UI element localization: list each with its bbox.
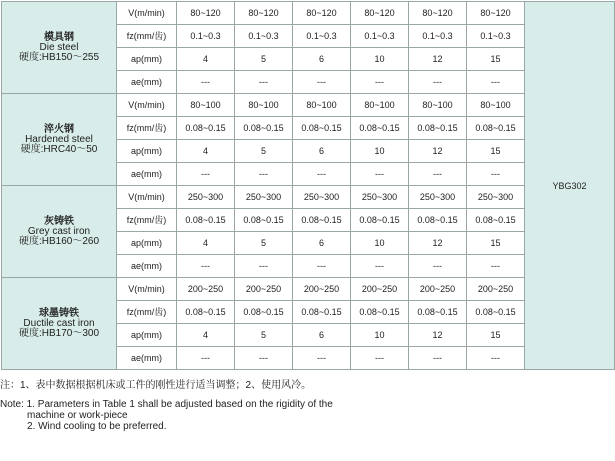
parameter-value: 80~120 xyxy=(467,2,525,25)
parameter-value: 250~300 xyxy=(177,186,235,209)
material-name-cn: 球墨铸铁 xyxy=(39,307,79,319)
material-hardness: 硬度:HB170～300 xyxy=(18,327,100,339)
parameter-value: 200~250 xyxy=(293,278,351,301)
material-name-en: Die steel xyxy=(39,41,79,53)
parameter-value: 80~100 xyxy=(351,94,409,117)
parameter-value: --- xyxy=(467,347,525,370)
parameter-value: 0.08~0.15 xyxy=(351,301,409,324)
parameter-value: 6 xyxy=(293,232,351,255)
parameter-value: --- xyxy=(177,347,235,370)
material-name-cn: 淬火钢 xyxy=(44,123,74,135)
parameter-label: ae(mm) xyxy=(117,71,177,94)
parameter-value: 200~250 xyxy=(177,278,235,301)
parameter-value: 0.1~0.3 xyxy=(293,25,351,48)
note-chinese: 注：1、表中数据根据机床或工件的刚性进行适当调整；2、使用风冷。 xyxy=(0,380,312,391)
parameter-label: ap(mm) xyxy=(117,48,177,71)
parameter-label: ae(mm) xyxy=(117,255,177,278)
note-english xyxy=(0,399,615,432)
parameter-value: 0.08~0.15 xyxy=(177,301,235,324)
parameter-label: V(m/min) xyxy=(117,94,177,117)
parameter-value: 0.08~0.15 xyxy=(293,209,351,232)
material-cell xyxy=(2,94,117,186)
parameter-value: --- xyxy=(177,163,235,186)
parameter-value: --- xyxy=(293,163,351,186)
material-cell xyxy=(2,186,117,278)
parameter-value: --- xyxy=(235,71,293,94)
parameter-value: 0.08~0.15 xyxy=(235,301,293,324)
parameter-value: 250~300 xyxy=(235,186,293,209)
parameter-value: 0.08~0.15 xyxy=(467,209,525,232)
parameter-value: 200~250 xyxy=(409,278,467,301)
parameter-value: 15 xyxy=(467,140,525,163)
grade-cell xyxy=(525,2,615,370)
parameter-value: --- xyxy=(293,71,351,94)
parameter-value: 80~120 xyxy=(351,2,409,25)
parameter-value: --- xyxy=(467,255,525,278)
table-row xyxy=(2,2,615,25)
parameter-value: 6 xyxy=(293,140,351,163)
parameter-value: 0.1~0.3 xyxy=(177,25,235,48)
parameter-value: 0.08~0.15 xyxy=(293,301,351,324)
parameter-label: V(m/min) xyxy=(117,278,177,301)
parameter-label: fz(mm/齿) xyxy=(117,209,177,232)
parameter-value: 5 xyxy=(235,324,293,347)
parameter-value: 12 xyxy=(409,48,467,71)
parameter-value: 10 xyxy=(351,324,409,347)
parameter-value: 80~100 xyxy=(409,94,467,117)
parameter-value: 15 xyxy=(467,324,525,347)
note-english-line-3: 2. Wind cooling to be preferred. xyxy=(27,421,167,432)
parameter-value: --- xyxy=(467,71,525,94)
parameter-value: 80~100 xyxy=(235,94,293,117)
parameter-value: 10 xyxy=(351,48,409,71)
grade-label: YBG302 xyxy=(552,180,587,191)
parameter-value: 10 xyxy=(351,232,409,255)
note-english-line-1: Note: 1. Parameters in Table 1 shall be adjusted based on the rigidity of the xyxy=(0,399,333,410)
parameter-value: --- xyxy=(351,163,409,186)
parameter-value: 5 xyxy=(235,48,293,71)
parameter-label: V(m/min) xyxy=(117,2,177,25)
parameter-value: 0.08~0.15 xyxy=(409,301,467,324)
parameter-value: 0.1~0.3 xyxy=(351,25,409,48)
material-name-en: Ductile cast iron xyxy=(23,317,95,329)
parameter-value: 0.08~0.15 xyxy=(177,117,235,140)
parameter-label: fz(mm/齿) xyxy=(117,25,177,48)
parameter-value: --- xyxy=(409,255,467,278)
parameter-label: fz(mm/齿) xyxy=(117,117,177,140)
parameter-value: 80~120 xyxy=(177,2,235,25)
material-hardness: 硬度:HB150～255 xyxy=(18,51,100,63)
parameter-value: 0.08~0.15 xyxy=(235,117,293,140)
material-cell xyxy=(2,278,117,370)
parameter-label: ap(mm) xyxy=(117,324,177,347)
material-hardness: 硬度:HRC40～50 xyxy=(20,143,98,155)
note-english-line-2: machine or work-piece xyxy=(27,410,128,421)
parameter-value: 0.08~0.15 xyxy=(235,209,293,232)
parameter-value: 4 xyxy=(177,140,235,163)
parameter-value: 200~250 xyxy=(235,278,293,301)
parameter-value: --- xyxy=(351,347,409,370)
parameter-value: 12 xyxy=(409,140,467,163)
parameter-value: 200~250 xyxy=(467,278,525,301)
parameter-value: 0.08~0.15 xyxy=(177,209,235,232)
parameter-value: --- xyxy=(293,347,351,370)
parameter-value: 80~100 xyxy=(177,94,235,117)
table-row xyxy=(2,186,615,209)
parameter-value: 15 xyxy=(467,48,525,71)
parameter-value: 80~120 xyxy=(235,2,293,25)
parameter-value: 5 xyxy=(235,140,293,163)
table-body xyxy=(2,2,615,370)
parameter-value: --- xyxy=(409,71,467,94)
material-hardness: 硬度:HB160～260 xyxy=(18,235,100,247)
parameter-value: 80~100 xyxy=(293,94,351,117)
table-row xyxy=(2,278,615,301)
parameter-value: --- xyxy=(351,71,409,94)
parameter-label: ap(mm) xyxy=(117,140,177,163)
parameter-value: 250~300 xyxy=(467,186,525,209)
parameter-value: 12 xyxy=(409,232,467,255)
parameter-value: 0.08~0.15 xyxy=(467,117,525,140)
parameter-value: 0.1~0.3 xyxy=(467,25,525,48)
parameter-value: 4 xyxy=(177,324,235,347)
parameter-value: --- xyxy=(409,163,467,186)
parameter-value: --- xyxy=(235,347,293,370)
parameter-value: 10 xyxy=(351,140,409,163)
parameter-value: --- xyxy=(235,255,293,278)
parameter-value: 4 xyxy=(177,48,235,71)
material-name-en: Grey cast iron xyxy=(27,225,91,237)
parameter-value: 200~250 xyxy=(351,278,409,301)
parameter-value: 6 xyxy=(293,48,351,71)
table-row xyxy=(2,94,615,117)
parameter-label: fz(mm/齿) xyxy=(117,301,177,324)
parameter-value: 250~300 xyxy=(351,186,409,209)
parameter-label: ae(mm) xyxy=(117,163,177,186)
parameter-label: ae(mm) xyxy=(117,347,177,370)
parameter-value: 0.08~0.15 xyxy=(467,301,525,324)
parameter-value: 0.08~0.15 xyxy=(351,209,409,232)
parameter-value: --- xyxy=(177,71,235,94)
parameter-value: 0.08~0.15 xyxy=(351,117,409,140)
parameter-label: ap(mm) xyxy=(117,232,177,255)
parameter-label: V(m/min) xyxy=(117,186,177,209)
parameter-value: 80~100 xyxy=(467,94,525,117)
parameter-value: 0.08~0.15 xyxy=(409,209,467,232)
parameter-value: 0.08~0.15 xyxy=(409,117,467,140)
parameter-value: --- xyxy=(351,255,409,278)
material-name-cn: 灰铸铁 xyxy=(44,215,74,227)
parameter-value: 80~120 xyxy=(293,2,351,25)
parameter-value: 6 xyxy=(293,324,351,347)
cutting-parameters-table xyxy=(1,1,615,370)
parameter-value: 15 xyxy=(467,232,525,255)
parameter-value: 0.1~0.3 xyxy=(235,25,293,48)
parameter-value: 250~300 xyxy=(409,186,467,209)
parameter-value: --- xyxy=(293,255,351,278)
parameter-value: 0.1~0.3 xyxy=(409,25,467,48)
parameter-value: 250~300 xyxy=(293,186,351,209)
parameter-value: --- xyxy=(409,347,467,370)
parameter-value: --- xyxy=(177,255,235,278)
material-name-cn: 模具钢 xyxy=(44,31,74,43)
parameter-value: --- xyxy=(235,163,293,186)
parameter-value: 5 xyxy=(235,232,293,255)
parameter-value: 80~120 xyxy=(409,2,467,25)
parameter-value: 12 xyxy=(409,324,467,347)
parameter-value: 0.08~0.15 xyxy=(293,117,351,140)
material-cell xyxy=(2,2,117,94)
parameter-value: --- xyxy=(467,163,525,186)
parameter-value: 4 xyxy=(177,232,235,255)
material-name-en: Hardened steel xyxy=(25,133,93,145)
